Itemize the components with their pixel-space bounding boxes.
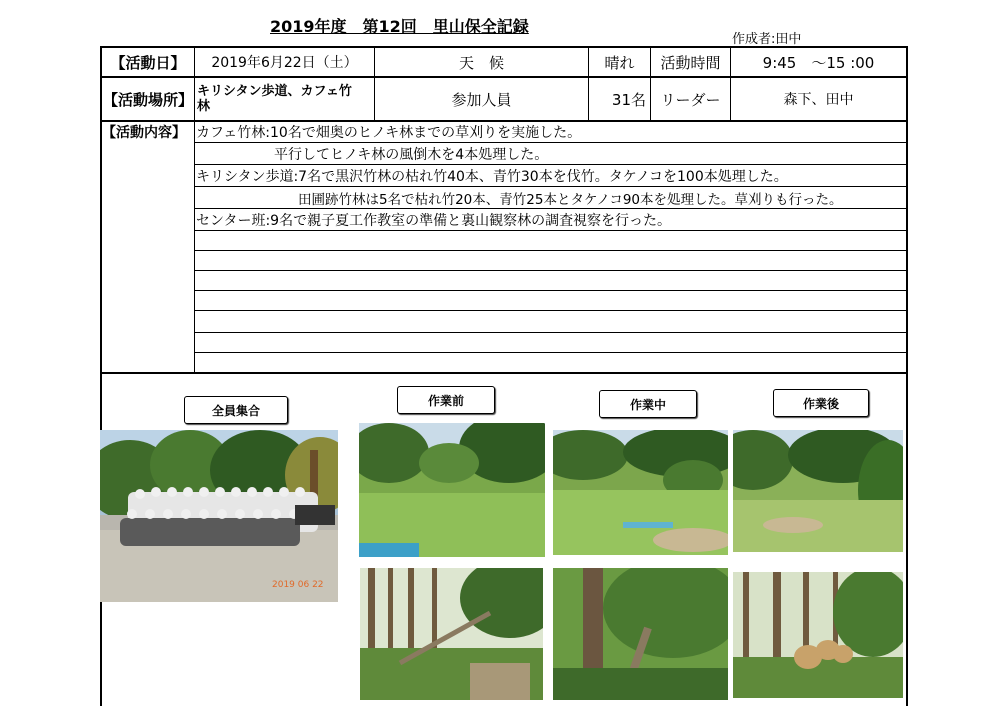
row-divider [102, 372, 906, 374]
photo-label-after: 作業後 [773, 389, 869, 417]
before-photo-2 [360, 568, 543, 700]
weather-value: 晴れ [604, 53, 635, 72]
photo-label-during: 作業中 [599, 390, 697, 418]
content-line: 平行してヒノキ林の風倒木を4本処理した。 [274, 147, 549, 163]
photo-label-all: 全員集合 [184, 396, 288, 424]
date-label: 【活動日】 [110, 53, 186, 72]
place-value-line: 林 [197, 99, 211, 114]
leader-value: 森下、田中 [783, 92, 854, 108]
row-divider [194, 310, 906, 311]
place-value-line: キリシタン歩道、カフェ竹 [197, 84, 352, 99]
time-value: 9:45 ～15 :00 [762, 53, 875, 72]
content-line: キリシタン歩道:7名で黒沢竹林の枯れ竹40本、青竹30本を伐竹。タケノコを100本処理した。 [196, 169, 788, 185]
participants-label: 参加人員 [451, 90, 512, 109]
row-divider [194, 230, 906, 231]
row-divider [194, 332, 906, 333]
row-divider [194, 186, 906, 187]
author: 作成者:田中 [732, 32, 802, 47]
place-label: 【活動場所】 [102, 90, 193, 109]
row-divider [194, 270, 906, 271]
before-photo-1 [359, 423, 545, 557]
content-line: センター班:9名で親子夏工作教室の準備と裏山観察林の調査視察を行った。 [196, 213, 672, 229]
content-line: カフェ竹林:10名で畑奥のヒノキ林までの草刈りを実施した。 [196, 125, 582, 141]
place-value [195, 78, 374, 120]
date-stamp: 2019 06 22 [272, 580, 324, 590]
leader-label: リーダー [660, 90, 721, 109]
row-divider [194, 164, 906, 165]
photo-label-before: 作業前 [397, 386, 495, 414]
content-line: 田圃跡竹林は5名で枯れ竹20本、青竹25本とタケノコ90本を処理した。草刈りも行った。 [298, 192, 843, 208]
group-photo [100, 430, 338, 602]
row-divider [194, 250, 906, 251]
during-photo-1 [553, 430, 728, 555]
page-title: 2019年度 第12回 里山保全記録 [270, 17, 529, 36]
row-divider [194, 208, 906, 209]
after-photo-1 [733, 430, 903, 552]
row-divider [194, 352, 906, 353]
content-label: 【活動内容】 [102, 125, 186, 141]
date-value: 2019年6月22日（土） [211, 55, 358, 71]
row-divider [194, 290, 906, 291]
row-divider [194, 142, 906, 143]
weather-label: 天 候 [458, 53, 504, 72]
during-photo-2 [553, 568, 728, 700]
time-label: 活動時間 [660, 53, 721, 72]
participants-value: 31名 [611, 90, 646, 109]
after-photo-2 [733, 572, 903, 698]
